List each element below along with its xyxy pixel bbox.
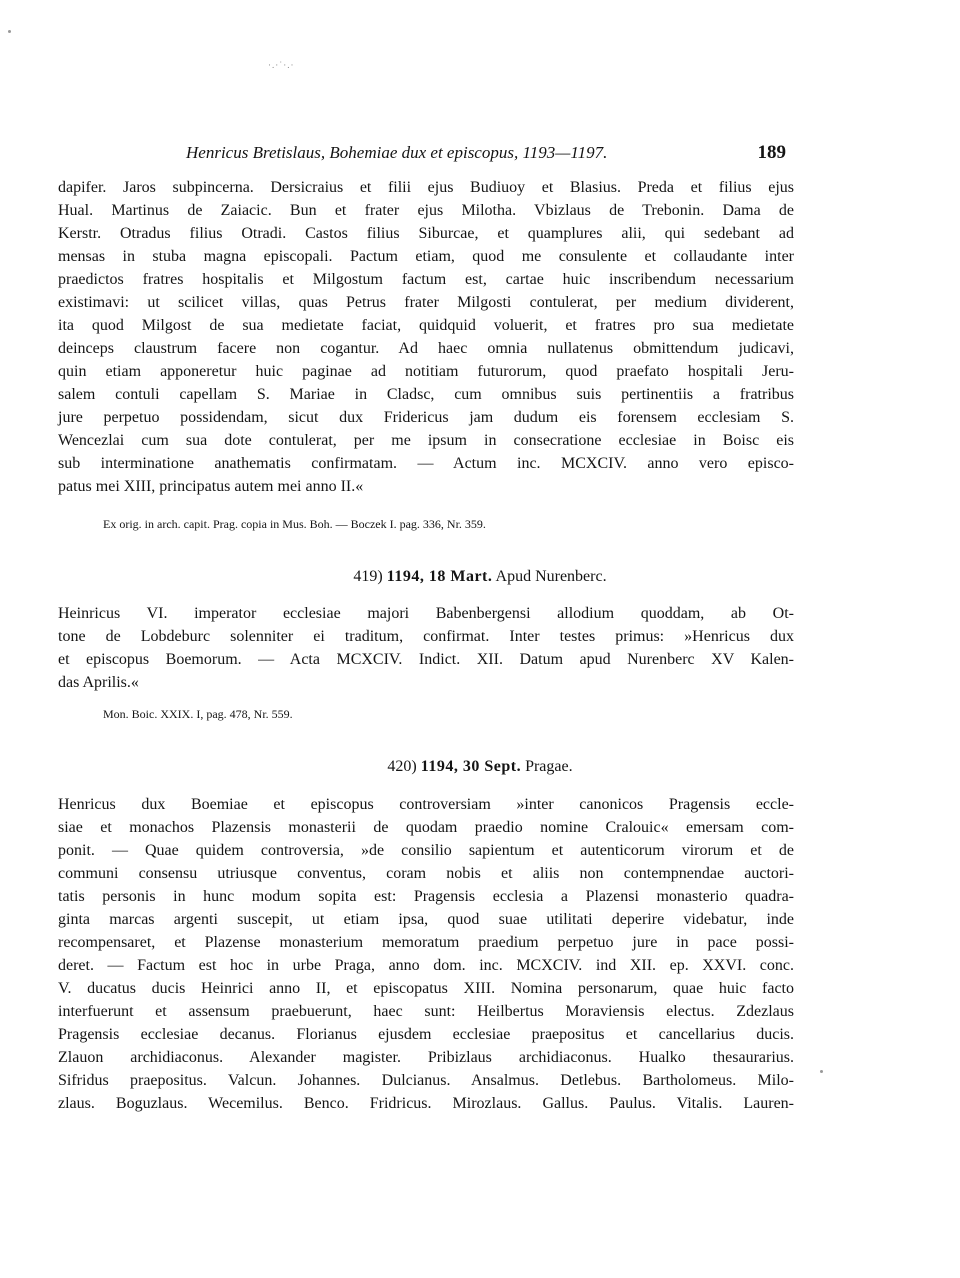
text-line: ita quod Milgost de sua medietate faciat, quidquid voluerit, et fratres pro sua medietate [58, 317, 794, 334]
source-citation-419: Mon. Boic. XXIX. I, pag. 478, Nr. 559. [103, 707, 293, 721]
text-line: Henricus dux Boemiae et episcopus controversiam »inter canonicos Pragensis eccle- [58, 796, 794, 813]
page-number: 189 [757, 142, 786, 163]
text-line: deret. — Factum est hoc in urbe Praga, anno dom. inc. MCXCIV. ind XII. ep. XXVI. conc. [58, 957, 794, 974]
text-line: zlaus. Boguzlaus. Wecemilus. Benco. Fridricus. Mirozlaus. Gallus. Paulus. Vitalis. Lauren- [58, 1095, 794, 1112]
text-line: V. ducatus ducis Heinrici anno II, et episcopatus XIII. Nomina personarum, quae huic facto [58, 980, 794, 997]
entry-number: 420) [387, 758, 417, 775]
entry-heading-419 [0, 568, 960, 586]
text-line: Wencezlai cum sua dote contulerat, per me ipsum in consecratione ecclesiae in Boisc eis [58, 432, 794, 449]
text-line: ponit. — Quae quidem controversia, »de consilio sapientum et autenticorum virorum et de [58, 842, 794, 859]
text-line: siae et monachos Plazensis monasterii de quodam praedio nomine Cralouic« emersam com- [58, 819, 794, 836]
text-line: praedictos fratres hospitalis et Milgostum factum est, cartae huic inscribendum necessarium [58, 271, 794, 288]
text-line: tatis personis in hunc modum sopita est: Pragensis ecclesia a Plazensi monasterio quadra- [58, 888, 794, 905]
text-line: Pragensis ecclesiae decanus. Florianus ejusdem ecclesiae praepositus et cancellarius ducis. [58, 1026, 794, 1043]
text-line: patus mei XIII, principatus autem mei anno II.« [58, 478, 364, 495]
entry-419-text [58, 602, 794, 694]
library-stamp-mark: ·.·˙·.· [268, 60, 295, 70]
source-citation-418: Ex orig. in arch. capit. Prag. copia in Mus. Boh. — Boczek I. pag. 336, Nr. 359. [103, 517, 486, 531]
charter-continuation-text [58, 176, 794, 498]
text-line: salem contuli capellam S. Mariae in Cladsc, cum omnibus suis pertinentiis a fratribus [58, 386, 794, 403]
text-line: jure perpetuo possidendam, sicut dux Fridericus jam dudum eis forensem ecclesiam S. [58, 409, 794, 426]
text-line: quin etiam apponeretur huic paginae ad notitiam futurorum, quod praefato hospitali Jeru- [58, 363, 794, 380]
entry-420-text [58, 793, 794, 1115]
text-line: dapifer. Jaros subpincerna. Dersicraius et filii ejus Budiuoy et Blasius. Preda et filius ejus [58, 179, 794, 196]
text-line: communi consensu utriusque conventus, coram nobis et aliis non contempnendae auctori- [58, 865, 794, 882]
text-line: interfuerunt et assensum praebuerunt, haec sunt: Heilbertus Moraviensis electus. Zdezlaus [58, 1003, 794, 1020]
entry-place: Apud Nurenberc. [495, 568, 607, 585]
text-line: Sifridus praepositus. Valcun. Johannes. Dulcianus. Ansalmus. Detlebus. Bartholomeus. Milo- [58, 1072, 794, 1089]
text-line: Heinricus VI. imperator ecclesiae majori Babenbergensi allodium quoddam, ab Ot- [58, 605, 794, 622]
entry-date: 1194, 18 Mart. [386, 568, 493, 585]
text-line: tone de Lobdeburc solenniter ei traditum, confirmat. Inter testes primus: »Henricus dux [58, 628, 794, 645]
text-line: mensas in stuba magna episcopali. Pactum etiam, quod me consulente et collaudante inter [58, 248, 794, 265]
text-line: Hual. Martinus de Zaiacic. Bun et frater ejus Milotha. Vbizlaus de Trebonin. Dama de [58, 202, 794, 219]
running-head: Henricus Bretislaus, Bohemiae dux et episcopus, 1193—1197. [186, 143, 608, 162]
text-line: existimavi: ut scilicet villas, quas Petrus frater Milgosti contulerat, per medium dividerent, [58, 294, 794, 311]
entry-number: 419) [353, 568, 383, 585]
text-line: et episcopus Boemorum. — Acta MCXCIV. Indict. XII. Datum apud Nurenberc XV Kalen- [58, 651, 794, 668]
text-line: Zlauon archidiaconus. Alexander magister. Pribizlaus archidiaconus. Hualko thesaurarius. [58, 1049, 794, 1066]
text-line: Kerstr. Otradus filius Otradi. Castos filius Siburcae, et quamplures alii, qui sedebant ad [58, 225, 794, 242]
text-line: sub interminatione anathematis confirmatam. — Actum inc. MCXCIV. anno vero episco- [58, 455, 794, 472]
text-line: das Aprilis.« [58, 674, 139, 691]
text-line: ginta marcas argenti suscepit, ut etiam ipsa, quod suae utilitati deperire videbatur, inde [58, 911, 794, 928]
entry-place: Pragae. [525, 758, 573, 775]
scan-speck [8, 30, 11, 33]
entry-date: 1194, 30 Sept. [420, 758, 522, 775]
text-line: recompensaret, et Plazense monasterium memoratum praedium perpetuo jure in pace possi- [58, 934, 794, 951]
page-header [186, 143, 786, 169]
entry-heading-420 [0, 758, 960, 776]
text-line: deinceps claustrum facere non cogantur. Ad haec omnia nullatenus obmittendum judicavi, [58, 340, 794, 357]
scan-speck [820, 1070, 823, 1073]
